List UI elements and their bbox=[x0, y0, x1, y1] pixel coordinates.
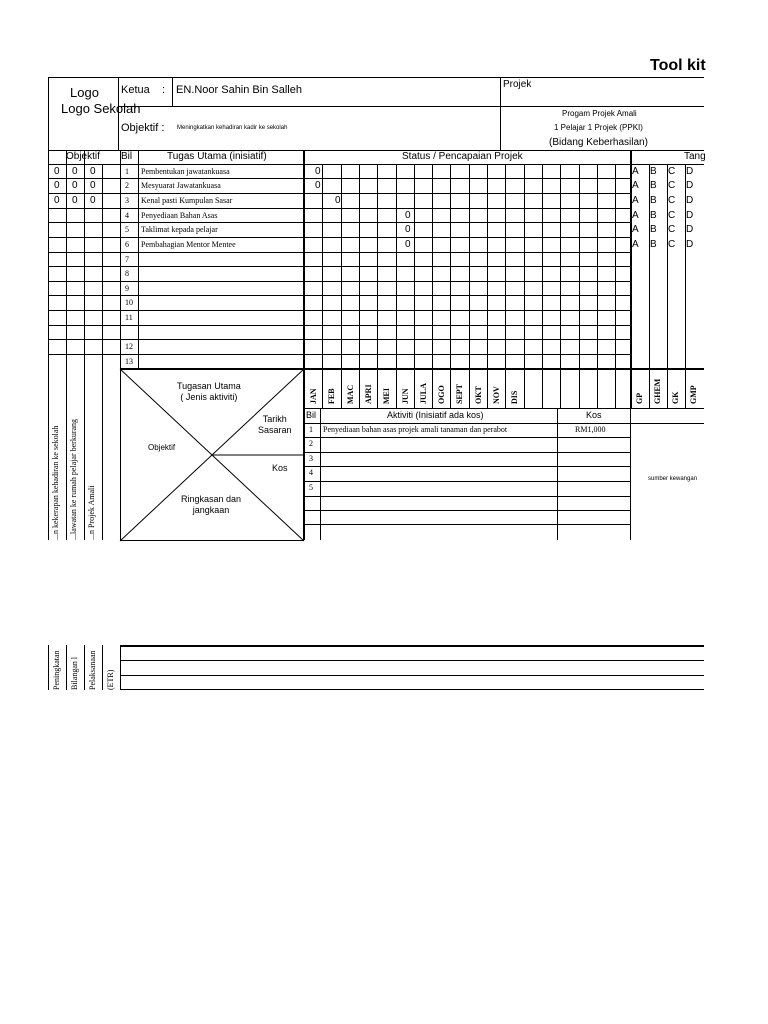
logo-line: Logo bbox=[70, 85, 99, 100]
tang-code-label: GP bbox=[635, 392, 644, 404]
activity-aktiviti-header: Aktiviti (Inisiatif ada kos) bbox=[387, 410, 484, 420]
status-grid-col bbox=[377, 164, 378, 408]
activity-number: 2 bbox=[309, 439, 313, 448]
header-top-border bbox=[48, 77, 704, 78]
diagram-left-label: Objektif bbox=[148, 443, 176, 452]
objektif-label: Objektif : bbox=[121, 122, 165, 134]
month-label: DIS bbox=[510, 390, 519, 404]
status-grid-col bbox=[505, 164, 506, 408]
month-label: NOV bbox=[492, 386, 501, 404]
bottom-vlabel-etr: (ETR) bbox=[106, 669, 115, 690]
status-grid-col bbox=[487, 164, 488, 408]
status-grid-col bbox=[615, 164, 616, 408]
grade-cell: D bbox=[686, 166, 694, 177]
tang-code-label: GHEM bbox=[653, 378, 662, 404]
activity-number: 4 bbox=[309, 468, 313, 477]
activity-kos-header: Kos bbox=[586, 410, 602, 420]
task-name: Taklimat kepada pelajar bbox=[141, 225, 218, 234]
status-grid-col bbox=[579, 164, 580, 408]
task-number: 6 bbox=[125, 240, 129, 249]
grade-cell: A bbox=[632, 180, 639, 191]
status-value: 0 bbox=[405, 210, 411, 221]
tang-code-label: GK bbox=[671, 391, 680, 404]
status-value: 0 bbox=[315, 166, 321, 177]
vlabel-col-3 bbox=[102, 369, 103, 540]
activity-number: 1 bbox=[309, 425, 313, 434]
status-value: 0 bbox=[405, 224, 411, 235]
task-number: 1 bbox=[125, 167, 129, 176]
status-grid-col bbox=[341, 164, 342, 408]
grade-cell: B bbox=[650, 180, 657, 191]
ketua-row-border bbox=[118, 106, 500, 107]
bottom-top-border bbox=[120, 645, 704, 647]
status-grid-col bbox=[432, 164, 433, 408]
month-label: JUN bbox=[401, 388, 410, 404]
grade-cell: C bbox=[668, 166, 676, 177]
bottom-vlabel-peningkatan: Peningkatan bbox=[52, 650, 61, 690]
activity-row-border bbox=[304, 481, 630, 482]
activity-kos: RM1,000 bbox=[575, 425, 606, 434]
status-value: 0 bbox=[335, 195, 341, 206]
status-value: 0 bbox=[315, 180, 321, 191]
activity-bil-col bbox=[320, 408, 321, 540]
grade-cell: D bbox=[686, 180, 694, 191]
bottom-vlabel-bilangan: Bilangan l bbox=[70, 656, 79, 690]
task-name: Pembahagian Mentor Mentee bbox=[141, 240, 236, 249]
task-number: 2 bbox=[125, 181, 129, 190]
activity-row-border bbox=[304, 466, 630, 467]
bottom-row-2 bbox=[120, 675, 704, 676]
task-number: 13 bbox=[125, 357, 133, 366]
bottom-row-3 bbox=[120, 689, 704, 690]
program-line1: Progam Projek Amali bbox=[562, 109, 637, 118]
outer-left-border bbox=[48, 77, 49, 540]
obj-col-2 bbox=[84, 150, 85, 369]
month-label: OGO bbox=[437, 385, 446, 404]
month-label: SEPT bbox=[455, 383, 464, 404]
bil-header: Bil bbox=[121, 151, 133, 162]
month-label: JULA bbox=[419, 383, 428, 404]
task-number: 11 bbox=[125, 313, 133, 322]
bottom-left-border bbox=[48, 645, 49, 690]
tang-code-label: GMP bbox=[689, 385, 698, 404]
objektif-cell: 0 bbox=[72, 166, 78, 177]
diagram-top-label: Tugasan Utama ( Jenis aktiviti) bbox=[177, 381, 241, 402]
bottom-col-1 bbox=[66, 645, 67, 690]
task-number: 8 bbox=[125, 269, 129, 278]
grade-cell: A bbox=[632, 195, 639, 206]
status-grid-col bbox=[542, 164, 543, 408]
grade-cell: B bbox=[650, 195, 657, 206]
month-label: FEB bbox=[327, 388, 336, 404]
diagram-bottom-label: Ringkasan dan jangkaan bbox=[181, 494, 242, 515]
month-label: MAC bbox=[346, 384, 355, 404]
task-name: Penyediaan Bahan Asas bbox=[141, 211, 218, 220]
grade-cell: B bbox=[650, 224, 657, 235]
objektif-cell: 0 bbox=[54, 180, 60, 191]
activity-row-border bbox=[304, 452, 630, 453]
task-number: 5 bbox=[125, 225, 129, 234]
grade-cell: A bbox=[632, 224, 639, 235]
obj-col-1 bbox=[66, 150, 67, 369]
grade-cell: D bbox=[686, 210, 694, 221]
activity-row-border bbox=[304, 510, 630, 511]
bottom-col-4 bbox=[120, 645, 121, 690]
projek-row-border bbox=[500, 106, 704, 107]
activity-row-border bbox=[304, 437, 630, 438]
diagram-right-mid-label: Kos bbox=[272, 463, 288, 473]
bottom-row-1 bbox=[120, 660, 704, 661]
task-number: 12 bbox=[125, 342, 133, 351]
grade-cell: D bbox=[686, 224, 694, 235]
objektif-cell: 0 bbox=[72, 195, 78, 206]
objektif-cell: 0 bbox=[90, 180, 96, 191]
month-label: APRI bbox=[364, 384, 373, 404]
activity-right-col bbox=[630, 408, 631, 540]
grade-cell: C bbox=[668, 210, 676, 221]
grade-cell: D bbox=[686, 195, 694, 206]
activity-kos-col bbox=[557, 408, 558, 540]
status-grid-col bbox=[469, 164, 470, 408]
grade-cell: C bbox=[668, 180, 676, 191]
ketua-divider bbox=[172, 77, 173, 107]
tugas-col-border bbox=[138, 150, 139, 369]
grade-cell: A bbox=[632, 166, 639, 177]
status-header: Status / Pencapaian Projek bbox=[402, 151, 523, 162]
status-grid-col bbox=[322, 164, 323, 408]
bottom-col-3 bbox=[102, 645, 103, 690]
objektif-cell: 0 bbox=[54, 195, 60, 206]
vlabel-lawatan: ...lawatan ke rumah pelajar berkurang bbox=[69, 418, 78, 540]
sumber-kewangan-label: sumber kewangan bbox=[648, 476, 698, 482]
objektif-cell: 0 bbox=[90, 195, 96, 206]
month-label: MEI bbox=[382, 388, 391, 404]
grade-cell: B bbox=[650, 210, 657, 221]
vlabel-projek-amali: ...n Projek Amali bbox=[87, 485, 96, 540]
objektif-cell: 0 bbox=[90, 166, 96, 177]
tang-header: Tang bbox=[684, 151, 706, 162]
activity-row-border bbox=[304, 524, 630, 525]
status-grid-col bbox=[396, 164, 397, 408]
page-title: Tool kit bbox=[650, 57, 706, 74]
ketua-value: EN.Noor Sahin Bin Salleh bbox=[176, 84, 302, 96]
status-grid-col bbox=[560, 164, 561, 408]
task-number: 9 bbox=[125, 284, 129, 293]
status-grid-col bbox=[414, 164, 415, 408]
logo-placeholder: Logo Sekolah bbox=[61, 101, 141, 116]
grade-cell: B bbox=[650, 239, 657, 250]
activity-top-border bbox=[304, 408, 704, 409]
objektif-value: Meningkatkan kehadiran kadir ke sekolah bbox=[177, 125, 288, 131]
task-number: 3 bbox=[125, 196, 129, 205]
activity-number: 3 bbox=[309, 454, 313, 463]
activity-header-border bbox=[304, 423, 704, 424]
status-grid-col bbox=[524, 164, 525, 408]
status-grid-col bbox=[359, 164, 360, 408]
activity-bil-header: Bil bbox=[306, 410, 317, 420]
objektif-cell: 0 bbox=[72, 180, 78, 191]
month-label: JAN bbox=[309, 388, 318, 404]
vlabel-col-2 bbox=[84, 369, 85, 540]
bottom-col-2 bbox=[84, 645, 85, 690]
projek-label: Projek bbox=[503, 79, 532, 90]
objektif-header: Objektif bbox=[66, 151, 100, 162]
status-grid-col bbox=[450, 164, 451, 408]
grid-header-border bbox=[48, 164, 704, 165]
status-value: 0 bbox=[405, 239, 411, 250]
task-number: 4 bbox=[125, 211, 129, 220]
grade-cell: C bbox=[668, 224, 676, 235]
task-number: 7 bbox=[125, 255, 129, 264]
projek-divider bbox=[500, 77, 501, 150]
grade-cell: C bbox=[668, 195, 676, 206]
activity-number: 5 bbox=[309, 483, 313, 492]
grade-cell: D bbox=[686, 239, 694, 250]
grade-cell: C bbox=[668, 239, 676, 250]
task-name: Mesyuarat Jawatankuasa bbox=[141, 181, 221, 190]
grade-cell: A bbox=[632, 239, 639, 250]
diagram-right-top-label: Tarikh Sasaran bbox=[258, 414, 292, 435]
status-grid-col bbox=[597, 164, 598, 408]
grade-cell: A bbox=[632, 210, 639, 221]
activity-row-border bbox=[304, 496, 630, 497]
program-line3: (Bidang Keberhasilan) bbox=[549, 137, 648, 148]
vlabel-col-1 bbox=[66, 369, 67, 540]
task-number: 10 bbox=[125, 298, 133, 307]
grade-cell: B bbox=[650, 166, 657, 177]
header-bottom-border bbox=[48, 150, 704, 151]
bottom-vlabel-pelaksanaan: Pelaksanaan bbox=[88, 650, 97, 690]
ketua-label: Ketua bbox=[121, 84, 150, 96]
task-name: Kenal pasti Kumpulan Sasar bbox=[141, 196, 233, 205]
month-label: OKT bbox=[474, 386, 483, 404]
task-name: Pembentukan jawatankuasa bbox=[141, 167, 230, 176]
objektif-cell: 0 bbox=[54, 166, 60, 177]
activity-text: Penyediaan bahan asas projek amali tanaman dan perabot bbox=[323, 425, 508, 434]
vlabel-kekerapan: ...n kekerapan kehadiran ke sekolah bbox=[51, 425, 60, 540]
program-line2: 1 Pelajar 1 Projek (PPKI) bbox=[554, 123, 643, 132]
tugas-header: Tugas Utama (inisiatif) bbox=[167, 151, 267, 162]
ketua-colon: : bbox=[162, 84, 166, 96]
